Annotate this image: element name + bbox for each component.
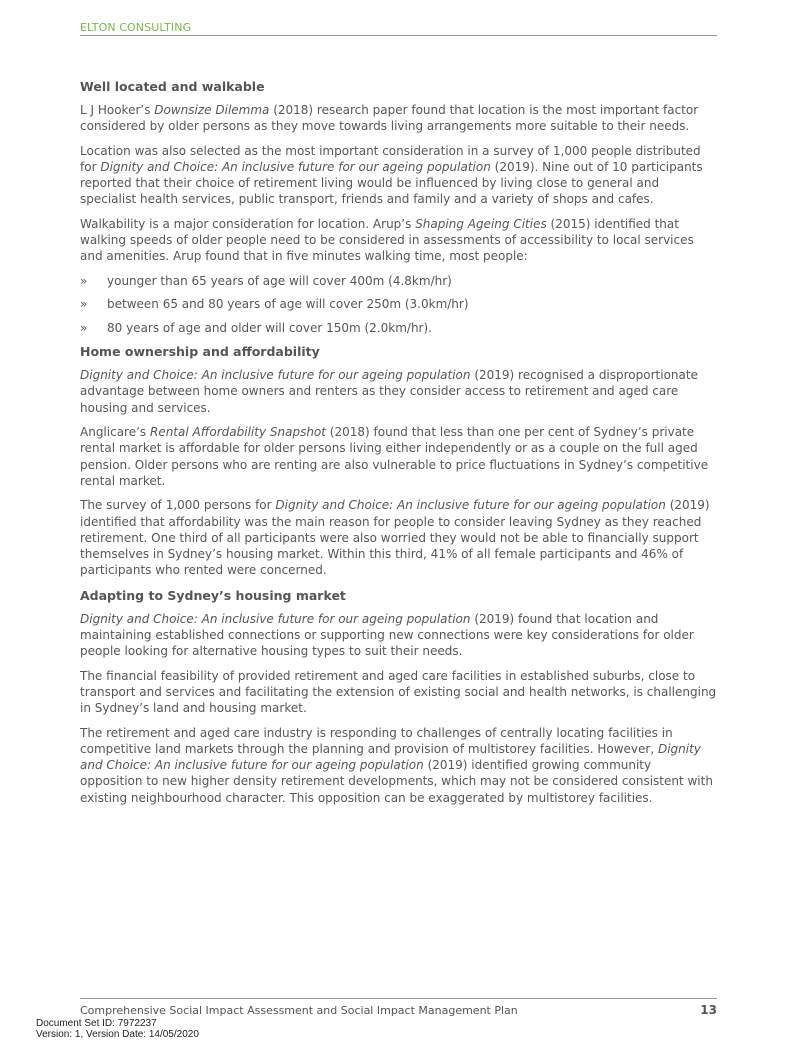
italic-title-text: Shaping Ageing Cities: [415, 216, 547, 231]
paragraph-text: Location was also selected as the most important consideration in a survey of 1,000 people distributed for: [80, 143, 701, 174]
bullet-list: [80, 273, 717, 336]
paragraph-text: Anglicare’s: [80, 425, 150, 440]
document-id-stamp: [36, 1018, 199, 1040]
italic-title-text: Dignity and Choice: An inclusive future for our ageing population: [80, 368, 471, 383]
paragraph-text: (2018) found that less than one per cent of Sydney’s private rental market is affordable for older persons living either independently or as a couple on the full aged pension. Older persons who are renting are also vulnerable to price fluctuations in Sydney’s competitive rental market.: [80, 425, 709, 488]
italic-title-text: Dignity and Choice: An inclusive future for our ageing population: [100, 159, 491, 174]
header-brand: ELTON CONSULTING: [80, 21, 192, 34]
paragraph-text: (2019) recognised a disproportionate advantage between home owners and renters as they consider access to retirement and aged care housing and services.: [80, 368, 698, 415]
paragraph: [80, 611, 717, 660]
page-header: [80, 16, 717, 36]
italic-title-text: Rental Affordability Snapshot: [149, 425, 326, 440]
document-version: Version: 1, Version Date: 14/05/2020: [36, 1029, 199, 1040]
paragraph: [80, 424, 717, 489]
paragraph-text: (2019). Nine out of 10 participants reported that their choice of retirement living would be influenced by living close to general and specialist health services, public transport, friends and family and a variety of shops and cafes.: [80, 159, 703, 207]
italic-title-text: Dignity and Choice: An inclusive future for our ageing population: [275, 498, 666, 513]
paragraph-text: The survey of 1,000 persons for: [80, 498, 276, 513]
list-item: [80, 273, 717, 289]
list-item: [80, 320, 717, 336]
paragraph: [80, 725, 717, 806]
italic-title-text: Dignity and Choice: An inclusive future for our ageing population: [80, 611, 471, 626]
italic-title-text: Downsize Dilemma: [154, 103, 270, 117]
bullet-marker: »: [80, 320, 88, 335]
paragraph: [80, 102, 717, 135]
footer-title: Comprehensive Social Impact Assessment and Social Impact Management Plan: [80, 1004, 518, 1017]
section-heading: Well located and walkable: [80, 79, 265, 94]
document-set-id: Document Set ID: 7972237: [36, 1018, 157, 1029]
document-body: [80, 78, 717, 814]
list-item: [80, 296, 717, 312]
section-heading: Adapting to Sydney’s housing market: [80, 587, 346, 603]
paragraph-text: (2015) identified that walking speeds of older people need to be considered in assessments of accessibility to local services and amenities. Arup found that in five minutes walking time, most people:: [80, 216, 694, 264]
paragraph: [80, 216, 717, 265]
paragraph-text: (2019) identified growing community opposition to new higher density retirement developments, which may not be considered consistent with existing neighbourhood character. This opposition can be exaggerated by multistorey facilities.: [80, 758, 713, 805]
paragraph: [80, 497, 717, 578]
page-number: 13: [700, 1003, 717, 1017]
paragraph-text: The retirement and aged care industry is responding to challenges of centrally locating facilities in competitive land markets through the planning and provision of multistorey facilities. However,: [80, 725, 673, 756]
bullet-marker: »: [80, 273, 88, 288]
list-item-text: between 65 and 80 years of age will cover 250m (3.0km/hr): [107, 297, 469, 312]
paragraph: [80, 668, 717, 717]
paragraph: [80, 143, 717, 208]
paragraph-text: The financial feasibility of provided retirement and aged care facilities in established suburbs, close to transport and services and facilitating the extension of existing social and health networks, is challenging in Sydney’s land and housing market.: [80, 668, 717, 716]
list-item-text: younger than 65 years of age will cover 400m (4.8km/hr): [107, 273, 452, 288]
paragraph-text: L J Hooker’s: [80, 103, 155, 117]
italic-title-text: Dignity and Choice: An inclusive future for our ageing population: [80, 741, 701, 773]
paragraph-text: (2018) research paper found that location is the most important factor considered by older persons as they move towards living arrangements more suitable to their needs.: [80, 103, 699, 134]
bullet-marker: »: [80, 297, 88, 312]
paragraph-text: Walkability is a major consideration for location. Arup’s: [80, 216, 416, 231]
paragraph-text: (2019) found that location and maintaining established connections or supporting new connections were key considerations for older people looking for alternative housing types to suit their needs.: [80, 611, 694, 659]
list-item-text: 80 years of age and older will cover 150m (2.0km/hr).: [107, 320, 432, 335]
page-footer: [80, 998, 717, 1017]
section-heading: Home ownership and affordability: [80, 344, 320, 360]
paragraph: [80, 367, 717, 416]
paragraph-text: (2019) identified that affordability was the main reason for people to consider leaving Sydney as they reached retirement. One third of all participants were also worried they would not be able to financially support themselves in Sydney’s housing market. Within this third, 41% of all female participants and 46% of participants who rented were concerned.: [80, 498, 710, 578]
